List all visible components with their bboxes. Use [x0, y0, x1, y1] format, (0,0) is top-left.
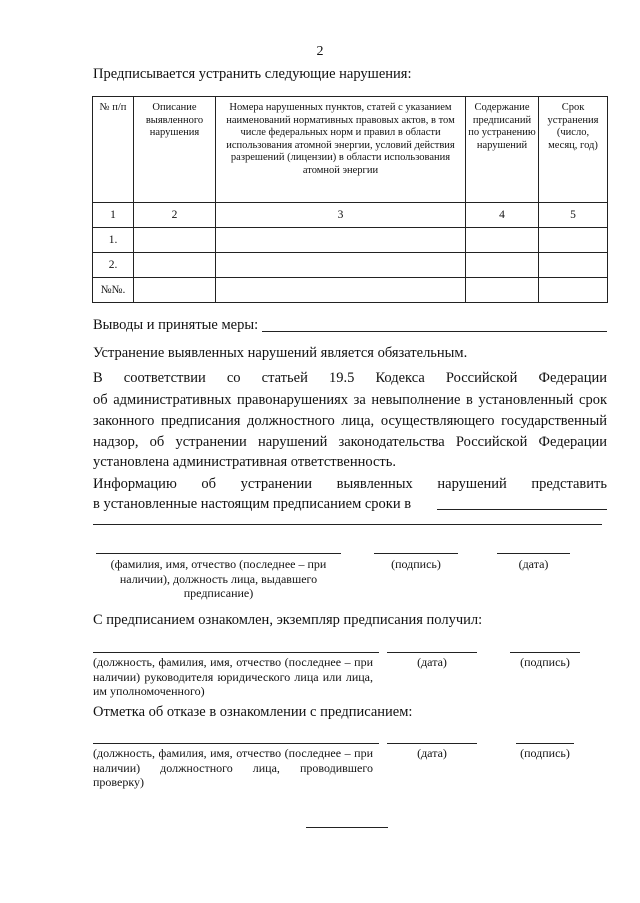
liability-paragraph-line: об административных правонарушениях за невыполнение в установленный срок	[93, 392, 607, 408]
report-destination-line[interactable]	[437, 509, 607, 510]
header-deadline: Срок устранения (число, месяц, год)	[539, 97, 608, 203]
row-number: 2.	[93, 253, 134, 278]
recipient-date-line[interactable]	[387, 652, 477, 653]
liability-paragraph-line: установлена административная ответственность.	[93, 454, 396, 470]
table-cell[interactable]	[134, 253, 216, 278]
recipient-signature-caption: (подпись)	[520, 655, 570, 669]
recipient-name-line[interactable]	[93, 652, 379, 653]
issuer-signature-caption: (подпись)	[391, 557, 441, 571]
inspector-name-line[interactable]	[93, 743, 379, 744]
refusal-text: Отметка об отказе в ознакомлении с предписанием:	[93, 704, 413, 720]
column-number: 2	[134, 203, 216, 228]
issuer-name-caption: (фамилия, имя, отчество (последнее – при наличии), должность лица, выдавшего предписание)	[110, 557, 327, 600]
liability-paragraph-line: законного предписания должностного лица, осуществляющего государственный	[93, 413, 607, 429]
table-cell[interactable]	[539, 278, 608, 303]
column-number: 5	[539, 203, 608, 228]
issuer-date-line[interactable]	[497, 553, 570, 554]
table-cell[interactable]	[466, 253, 539, 278]
table-cell[interactable]	[216, 278, 466, 303]
table-cell[interactable]	[134, 228, 216, 253]
inspector-signature-caption: (подпись)	[520, 746, 570, 760]
inspector-date-caption: (дата)	[417, 746, 447, 760]
table-cell[interactable]	[216, 228, 466, 253]
issuer-name-line[interactable]	[96, 553, 341, 554]
column-number-row	[93, 203, 608, 228]
table-row	[93, 228, 608, 253]
table-cell[interactable]	[466, 228, 539, 253]
table-cell[interactable]	[539, 253, 608, 278]
mandatory-notice: Устранение выявленных нарушений является обязательным.	[93, 345, 468, 361]
row-number: 1.	[93, 228, 134, 253]
table-header-row	[93, 97, 608, 203]
table-cell[interactable]	[539, 228, 608, 253]
table-row	[93, 253, 608, 278]
violations-heading: Предписывается устранить следующие нарушения:	[93, 66, 412, 82]
violations-table	[92, 96, 608, 303]
inspector-signature-line[interactable]	[516, 743, 574, 744]
inspector-date-line[interactable]	[387, 743, 477, 744]
recipient-signature-line[interactable]	[510, 652, 580, 653]
conclusions-line[interactable]	[262, 331, 607, 332]
conclusions-label: Выводы и принятые меры:	[93, 317, 259, 333]
report-paragraph-line: Информацию об устранении выявленных нарушений представить	[93, 476, 607, 492]
inspector-name-caption: (должность, фамилия, имя, отчество (последнее – при наличии) должностного лица, проводившего проверку)	[93, 746, 373, 789]
liability-paragraph-line: В соответствии со статьей 19.5 Кодекса Российской Федерации	[93, 370, 607, 386]
end-divider	[306, 827, 388, 828]
row-number: №№.	[93, 278, 134, 303]
column-number: 4	[466, 203, 539, 228]
recipient-date-caption: (дата)	[417, 655, 447, 669]
table-cell[interactable]	[216, 253, 466, 278]
acknowledged-text: С предписанием ознакомлен, экземпляр предписания получил:	[93, 612, 483, 628]
header-description: Описание выявленного нарушения	[134, 97, 216, 203]
issuer-date-caption: (дата)	[518, 557, 549, 571]
issuer-signature-line[interactable]	[374, 553, 458, 554]
liability-paragraph-line: надзор, об устранении нарушений законодательства Российской Федерации	[93, 434, 607, 450]
header-violated-articles: Номера нарушенных пунктов, статей с указанием наименований нормативных правовых актов, в том числе федеральных норм и правил в области использования атомной энергии, условий действия разрешений (лицензии) в области использования атомной энергии	[216, 97, 466, 203]
table-cell[interactable]	[134, 278, 216, 303]
header-number: № п/п	[93, 97, 134, 203]
column-number: 3	[216, 203, 466, 228]
report-destination-line-2[interactable]	[93, 524, 602, 525]
recipient-name-caption: (должность, фамилия, имя, отчество (последнее – при наличии) руководителя юридического лица или лица, им уполномоченного)	[93, 655, 373, 698]
page-number: 2	[316, 44, 324, 59]
column-number: 1	[93, 203, 134, 228]
table-row	[93, 278, 608, 303]
table-cell[interactable]	[466, 278, 539, 303]
report-paragraph-line: в установленные настоящим предписанием сроки в	[93, 496, 412, 512]
header-prescription-content: Содержание предписаний по устранению нарушений	[466, 97, 539, 203]
